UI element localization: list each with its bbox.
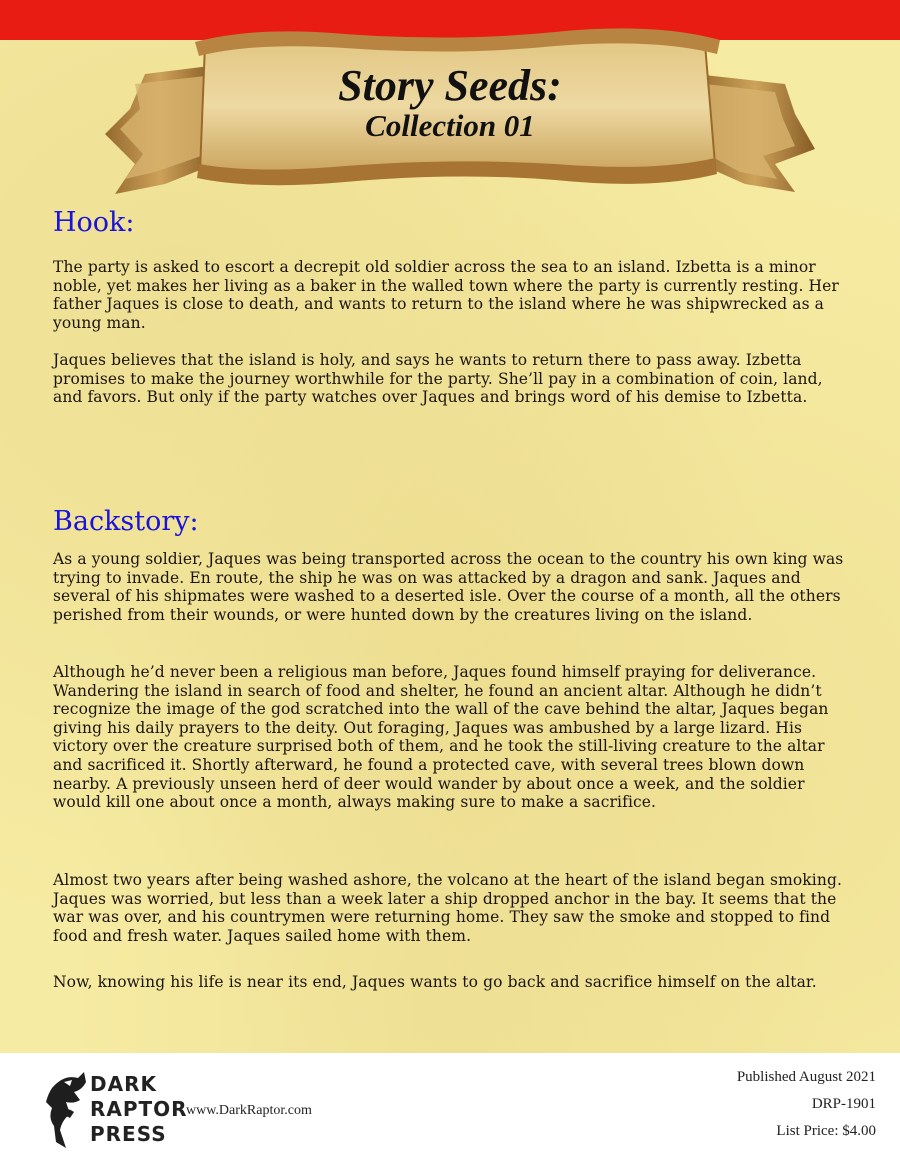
backstory-paragraph: Almost two years after being washed ashore, the volcano at the heart of the island began smoking. Jaques was worried, but less than a week later a ship dropped anchor in the bay. It seems that the war was over, and his countrymen were returning home. They saw the smoke and stopped to find food and fresh water. Jaques sailed home with them. [53, 871, 842, 945]
logo-text-line: PRESS [90, 1122, 167, 1146]
page-title: Story Seeds: [338, 61, 562, 110]
hook-paragraph: The party is asked to escort a decrepit old soldier across the sea to an island. Izbetta is a minor noble, yet makes her living as a baker in the walled town where the party is currently resting. Her father Jaques is close to death, and wants to return to the island where he was shipwrecked as a young man. [53, 258, 839, 332]
backstory-paragraph: Now, knowing his life is near its end, Jaques wants to go back and sacrifice himself on the altar. [53, 973, 817, 991]
logo-text-line: RAPTOR [90, 1097, 188, 1121]
section-heading-hook: Hook: [53, 207, 135, 238]
logo-text-line: DARK [90, 1072, 157, 1096]
page-subtitle: Collection 01 [365, 108, 535, 143]
section-heading-backstory: Backstory: [53, 506, 199, 537]
published-date: Published August 2021 [736, 1069, 876, 1085]
product-code: DRP-1901 [811, 1096, 876, 1112]
list-price: List Price: $4.00 [776, 1123, 876, 1139]
website-link[interactable]: www.DarkRaptor.com [186, 1103, 312, 1118]
backstory-paragraph: As a young soldier, Jaques was being transported across the ocean to the country his own king was trying to invade. En route, the ship he was on was attacked by a dragon and sank. Jaques and several of his shipmates were washed to a deserted isle. Over the course of a month, all the others perished from their wounds, or were hunted down by the creatures living on the island. [53, 550, 844, 624]
backstory-paragraph: Although he’d never been a religious man before, Jaques found himself praying for deliverance. Wandering the island in search of food and shelter, he found an ancient altar. Although he didn’t recognize the image of the god scratched into the wall of the cave behind the altar, Jaques began giving his daily prayers to the deity. Out foraging, Jaques was ambushed by a large lizard. His victory over the creature surprised both of them, and he took the still-living creature to the altar and sacrificed it. Shortly afterward, he found a protected cave, with several trees blown down nearby. A previously unseen herd of deer would wander by about once a week, and the soldier would kill one about once a month, always making sure to make a sacrifice. [53, 663, 829, 812]
hook-paragraph: Jaques believes that the island is holy, and says he wants to return there to pass away. Izbetta promises to make the journey worthwhile for the party. She’ll pay in a combination of coin, land, and favors. But only if the party watches over Jaques and brings word of his demise to Izbetta. [53, 351, 823, 407]
